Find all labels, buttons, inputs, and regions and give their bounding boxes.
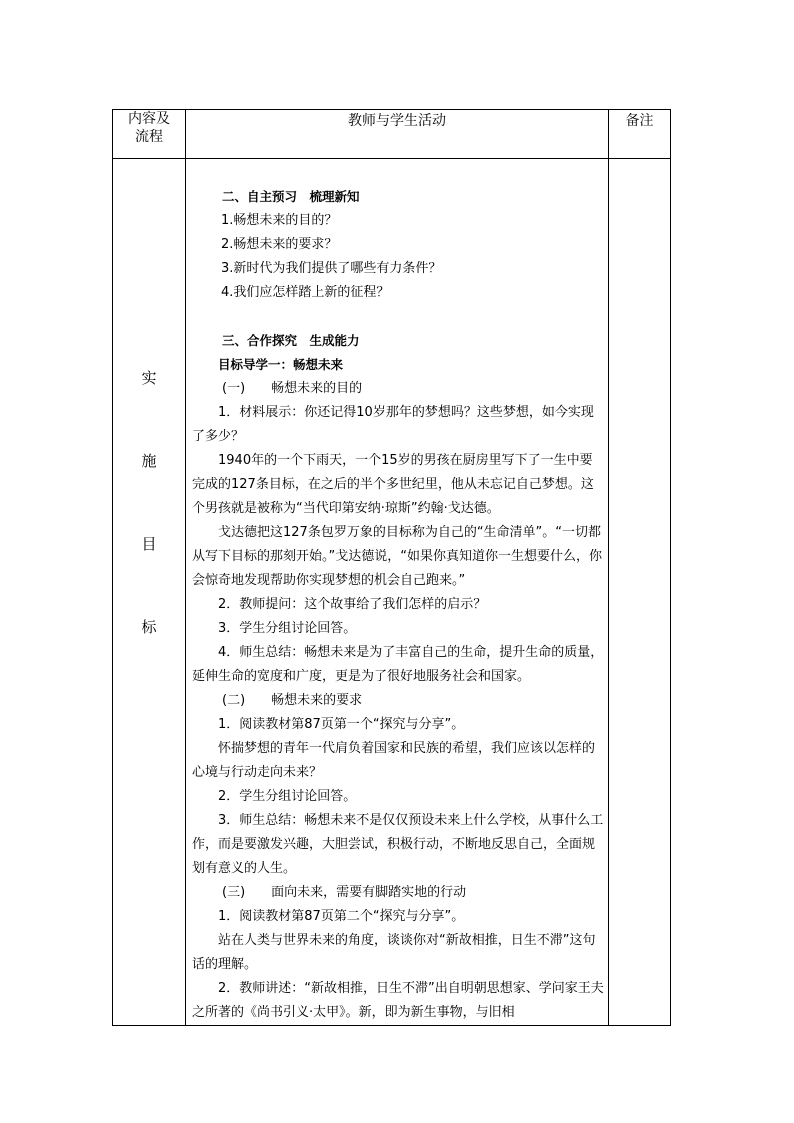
activities-cell: [186, 159, 609, 1026]
header-row: [113, 110, 671, 159]
stage-char-3: 目: [141, 535, 157, 553]
spacer: [192, 305, 604, 329]
paragraph: 2．学生分组讨论回答。: [218, 789, 357, 804]
part1-label: (一): [222, 381, 246, 396]
stage-cell: [113, 159, 186, 1026]
paragraph: 2．教师提问：这个故事给了我们怎样的启示？: [218, 597, 487, 612]
preview-question-3: 3.新时代为我们提供了哪些有力条件？: [221, 261, 442, 276]
paragraph: 1．阅读教材第87页第一个“探究与分享”。: [218, 717, 465, 732]
remarks-cell: [609, 159, 671, 1026]
paragraph: 3．师生总结：畅想未来不是仅仅预设未来上什么学校，从事什么工作，而是要激发兴趣，大胆尝试，积极行动，不断地反思自己，全面规划有意义的人生。: [192, 813, 604, 876]
preview-question-1: 1.畅想未来的目的？: [221, 213, 338, 228]
header-content-flow: [113, 110, 186, 159]
stage-char-4: 标: [141, 618, 157, 636]
stage-char-2: 施: [141, 452, 157, 470]
section2-title: 二、自主预习 梳理新知: [222, 189, 360, 204]
section3-title: 三、合作探究 生成能力: [222, 333, 360, 348]
preview-question-4: 4.我们应怎样踏上新的征程？: [221, 285, 390, 300]
header-content-flow-line1: 内容及: [128, 111, 170, 127]
part3-label: (三): [222, 885, 246, 900]
header-remarks: 备注: [609, 110, 671, 159]
body-row: [113, 159, 671, 1026]
paragraph: 3．学生分组讨论回答。: [218, 621, 357, 636]
part1-heading: [192, 377, 604, 401]
preview-question-2: 2.畅想未来的要求？: [221, 237, 338, 252]
header-content-flow-line2: 流程: [135, 129, 163, 145]
activities-content: [186, 159, 608, 1025]
goal-1-title: 目标导学一：畅想未来: [218, 357, 344, 372]
part3-title: 面向未来，需要有脚踏实地的行动: [271, 885, 467, 900]
paragraph: 4．师生总结：畅想未来是为了丰富自己的生命，提升生命的质量，延伸生命的宽度和广度，更是为了很好地服务社会和国家。: [192, 645, 604, 684]
paragraph: 怀揣梦想的青年一代肩负着国家和民族的希望，我们应该以怎样的心境与行动走向未来？: [192, 741, 596, 780]
paragraph: 1．阅读教材第87页第二个“探究与分享”。: [218, 909, 465, 924]
stage-char-1: 实: [141, 369, 157, 387]
part2-title: 畅想未来的要求: [271, 693, 363, 708]
paragraph: 站在人类与世界未来的角度，谈谈你对“新故相推，日生不滞”这句话的理解。: [192, 933, 596, 972]
header-activities: 教师与学生活动: [186, 110, 609, 159]
paragraph: 2．教师讲述：“新故相推，日生不滞”出自明朝思想家、学问家王夫之所著的《尚书引义·太甲》。新，即为新生事物，与旧相: [192, 981, 604, 1020]
part1-title: 畅想未来的目的: [271, 381, 363, 396]
paragraph: 戈达德把这127条包罗万象的目标称为自己的“生命清单”。“一切都从写下目标的那刻开始。”戈达德说，“如果你真知道你一生想要什么，你会惊奇地发现帮助你实现梦想的机会自己跑来。”: [192, 525, 602, 588]
paragraph: 1．材料展示：你还记得10岁那年的梦想吗？这些梦想，如今实现了多少？: [192, 405, 594, 444]
part2-heading: [192, 689, 604, 713]
part2-label: (二): [222, 693, 246, 708]
lesson-plan-table: [112, 109, 671, 1026]
part3-heading: [192, 881, 604, 905]
paragraph: 1940年的一个下雨天，一个15岁的男孩在厨房里写下了一生中要完成的127条目标，在之后的半个多世纪里，他从未忘记自己梦想。这个男孩就是被称为“当代印第安纳·琼斯”约翰·戈达德。: [192, 453, 594, 516]
